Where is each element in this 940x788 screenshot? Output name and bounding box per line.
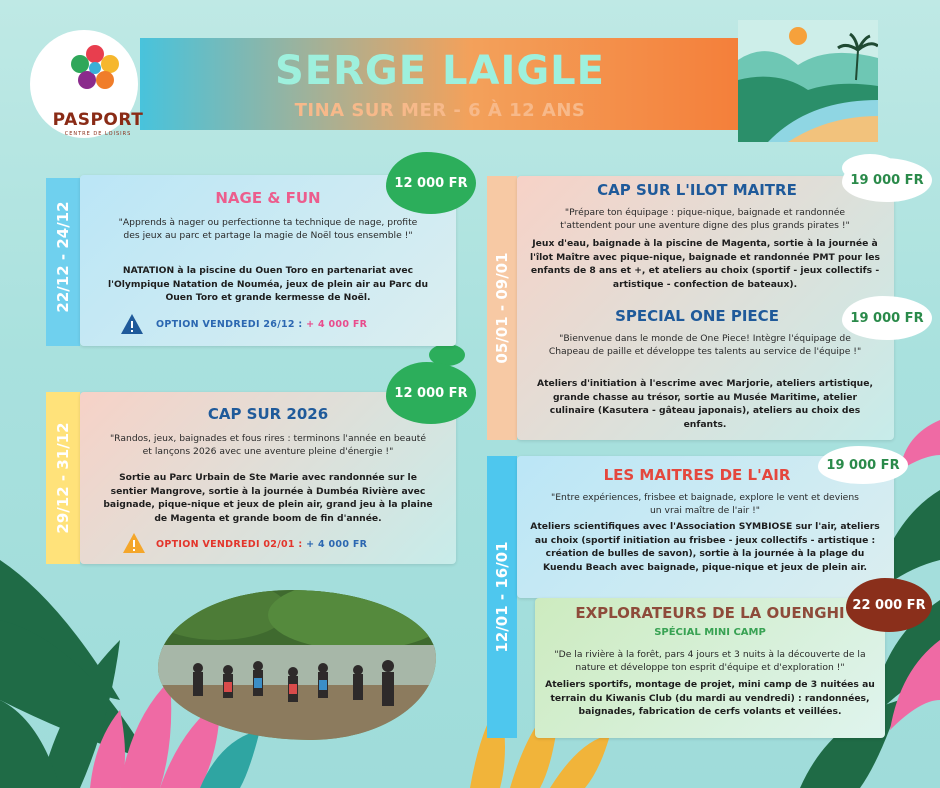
card-subtitle-mini-camp: SPÉCIAL MINI CAMP bbox=[654, 627, 766, 638]
option-week1 bbox=[156, 319, 367, 330]
brand-name: PASPORT bbox=[52, 110, 144, 130]
option-label-week1: OPTION VENDREDI 26/12 : bbox=[156, 319, 303, 330]
week1-dates: 22/12 - 24/12 bbox=[54, 201, 72, 313]
desc-ouenghi: Ateliers sportifs, montage de projet, mini camp de 3 nuitées au terrain du Kiwanis Club (du mardi au vendredi) : randonnées, baignades, fabrication de cerfs volants et veillées. bbox=[545, 679, 875, 717]
pasport-logo-icon bbox=[62, 40, 128, 106]
card-title-ilot-maitre: CAP SUR L'ILOT MAITRE bbox=[597, 181, 797, 199]
option-label-week2: OPTION VENDREDI 02/01 : bbox=[156, 539, 303, 550]
group-photo bbox=[158, 590, 436, 740]
desc-nage-fun: NATATION à la piscine du Ouen Toro en partenariat avec l'Olympique Natation de Nouméa, jeux de plein air au Parc du Ouen Toro et grande kermesse de Noël. bbox=[108, 265, 428, 303]
option-week2 bbox=[156, 539, 367, 550]
card-title-one-piece: SPECIAL ONE PIECE bbox=[615, 307, 779, 325]
price-cap-2026: 12 000 FR bbox=[386, 362, 476, 424]
desc-ilot-maitre: Jeux d'eau, baignade à la piscine de Magenta, sortie à la journée à l'îlot Maître avec pique-nique, baignade et randonnée PMT pour les enfants de 8 ans et +, et ateliers au choix (sportif - jeux collectifs - artistique - confection de bateaux). bbox=[530, 238, 881, 290]
option-price-week1: + 4 000 FR bbox=[306, 319, 368, 330]
option-price-week2: + 4 000 FR bbox=[306, 539, 368, 550]
page-title: SERGE LAIGLE bbox=[275, 48, 605, 94]
card-title-ouenghi: EXPLORATEURS DE LA OUENGHI bbox=[575, 604, 845, 622]
quote-ilot-maitre: "Prépare ton équipage : pique-nique, baignade et randonnée t'attendent pour une aventure digne des plus grands pirates !" bbox=[560, 207, 850, 231]
card-title-maitres-air: LES MAITRES DE L'AIR bbox=[603, 466, 791, 484]
warning-icon bbox=[120, 313, 144, 335]
desc-cap-2026: Sortie au Parc Urbain de Ste Marie avec randonnée sur le sentier Mangrove, sortie à la journée à Dumbéa Rivière avec baignade, pique-nique et jeux de plein air, grand jeu à la plaine de Magenta et grande boom de fin d'année. bbox=[103, 472, 433, 524]
price-nage-fun: 12 000 FR bbox=[386, 152, 476, 214]
quote-cap-2026: "Randos, jeux, baignades et fous rires : terminons l'année en beauté et lançons 2026 avec une aventure pleine d'énergie !" bbox=[109, 433, 427, 457]
quote-ouenghi: "De la rivière à la forêt, pars 4 jours et 3 nuits à la découverte de la nature et développe ton esprit d'équipe et d'exploration !" bbox=[554, 649, 866, 673]
price-ouenghi: 22 000 FR bbox=[846, 578, 932, 632]
price-one-piece: 19 000 FR bbox=[842, 296, 932, 340]
price-maitres-air: 19 000 FR bbox=[818, 446, 908, 484]
beach-scenery-icon bbox=[738, 20, 878, 142]
quote-maitres-air: "Entre expériences, frisbee et baignade, explore le vent et deviens un vrai maître de l'air !" bbox=[551, 492, 859, 516]
card-title-cap-2026: CAP SUR 2026 bbox=[207, 405, 329, 423]
week2-dates: 29/12 - 31/12 bbox=[54, 422, 72, 534]
quote-nage-fun: "Apprends à nager ou perfectionne ta technique de nage, profite des jeux au parc et partage la magie de Noël tous ensemble !" bbox=[118, 217, 418, 241]
warning-icon bbox=[122, 532, 146, 554]
card-title-nage-fun: NAGE & FUN bbox=[215, 189, 321, 207]
week3-dates: 05/01 - 09/01 bbox=[493, 252, 511, 364]
desc-one-piece: Ateliers d'initiation à l'escrime avec Marjorie, ateliers artistique, grande chasse au trésor, sortie au Musée Maritime, atelier culinaire (Kasutera - gâteau japonais), ateliers au choix des enfants. bbox=[537, 378, 873, 430]
brand-tagline: CENTRE DE LOISIRS bbox=[64, 131, 132, 137]
page-subtitle: TINA SUR MER - 6 À 12 ANS bbox=[294, 100, 586, 121]
week4-dates: 12/01 - 16/01 bbox=[493, 541, 511, 653]
desc-maitres-air: Ateliers scientifiques avec l'Association SYMBIOSE sur l'air, ateliers au choix (sportif initiation au frisbee - jeux collectifs - artistique : création de bulles de savon), sortie à la journée à la plage du Kuendu Beach avec baignade, pique-nique et jeux de plein air. bbox=[530, 521, 880, 573]
quote-one-piece: "Bienvenue dans le monde de One Piece! Intègre l'équipage de Chapeau de paille et développe tes talents au service de l'équipe !" bbox=[548, 333, 862, 357]
price-ilot-maitre: 19 000 FR bbox=[842, 158, 932, 202]
